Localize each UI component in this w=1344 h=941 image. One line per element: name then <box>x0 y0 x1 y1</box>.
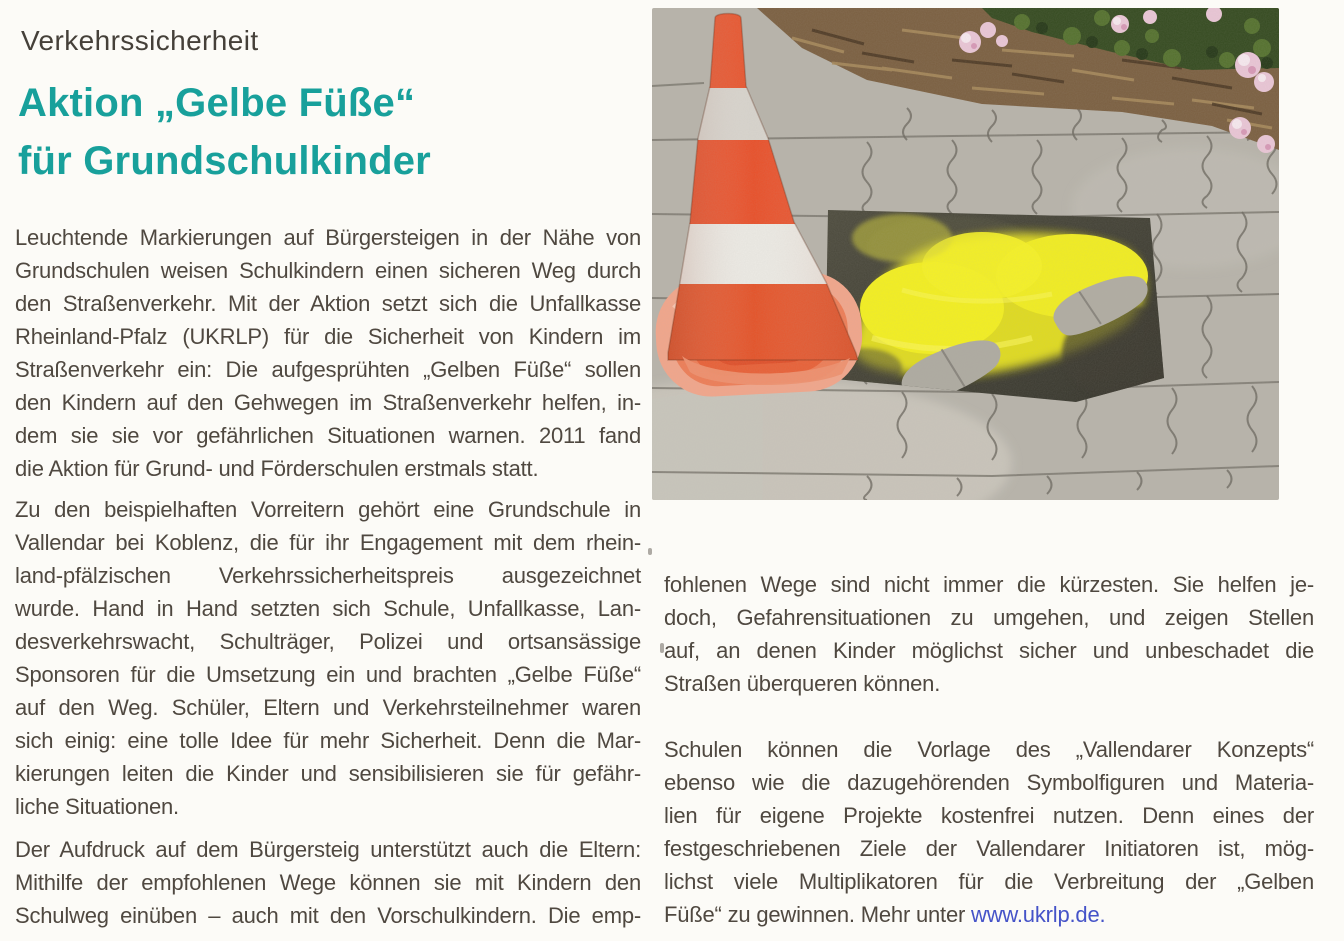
text-line: Schulweg einüben – auch mit den Vorschulkindern. Die emp- <box>15 903 641 928</box>
article-title <box>18 74 431 190</box>
paragraph-2 <box>15 493 641 823</box>
scan-speck <box>648 548 652 555</box>
paragraph-4 <box>664 568 1314 700</box>
text-line: lien für eigene Projekte kostenfrei nutzen. Denn eines der <box>664 803 1314 828</box>
photo-grain <box>652 8 1279 500</box>
article-title-line2: für Grundschulkinder <box>18 139 431 183</box>
left-column <box>15 221 641 932</box>
text-line: die Aktion für Grund- und Förderschulen erstmals statt. <box>15 456 539 481</box>
link-ukrlp[interactable]: www.ukrlp.de. <box>971 902 1106 927</box>
article-photo <box>652 8 1279 500</box>
photo-illustration <box>652 8 1279 500</box>
text-line: Zu den beispielhaften Vorreitern gehört eine Grundschule in <box>15 497 641 522</box>
text-line: sich einig: eine tolle Idee für mehr Sicherheit. Denn die Mar- <box>15 728 641 753</box>
paragraph-5 <box>664 733 1314 931</box>
text-line: lichst viele Multiplikatoren für die Verbreitung der „Gelben <box>664 869 1314 894</box>
text-line: Rheinland-Pfalz (UKRLP) für die Sicherheit von Kindern im <box>15 324 641 349</box>
text-line: wurde. Hand in Hand setzten sich Schule, Unfallkasse, Lan- <box>15 596 641 621</box>
text-line: fohlenen Wege sind nicht immer die kürzesten. Sie helfen je- <box>664 572 1314 597</box>
text-line: auf den Weg. Schüler, Eltern und Verkehrsteilnehmer waren <box>15 695 641 720</box>
article-kicker: Verkehrssicherheit <box>21 25 259 56</box>
text-line: Vallendar bei Koblenz, die für ihr Engagement mit dem rhein- <box>15 530 641 555</box>
text-line: dem sie sie vor gefährlichen Situationen warnen. 2011 fand <box>15 423 641 448</box>
text-line: Sponsoren für die Umsetzung ein und brachten „Gelbe Füße“ <box>15 662 641 687</box>
text-line: land-pfälzischen Verkehrssicherheitspreis ausgezeichnet <box>15 563 641 588</box>
text-line: kierungen leiten die Kinder und sensibilisieren sie für gefähr- <box>15 761 641 786</box>
article-title-line1: Aktion „Gelbe Füße“ <box>18 81 416 125</box>
text-line: ebenso wie die dazugehörenden Symbolfiguren und Materia- <box>664 770 1314 795</box>
text-line <box>664 898 1314 931</box>
text-line: auf, an denen Kinder möglichst sicher und unbeschadet die <box>664 638 1314 663</box>
text-line: Leuchtende Markierungen auf Bürgersteigen in der Nähe von <box>15 225 641 250</box>
text-line: Der Aufdruck auf dem Bürgersteig unterstützt auch die Eltern: <box>15 837 641 862</box>
text-line: doch, Gefahrensituationen zu umgehen, und zeigen Stellen <box>664 605 1314 630</box>
paragraph-5-last-text: Füße“ zu gewinnen. Mehr unter <box>664 902 972 927</box>
text-line: Straßen überqueren können. <box>664 671 941 696</box>
scan-speck <box>660 643 664 653</box>
text-line: Mithilfe der empfohlenen Wege können sie mit Kindern den <box>15 870 641 895</box>
text-line: Grundschulen weisen Schulkindern einen sicheren Weg durch <box>15 258 641 283</box>
text-line: festgeschriebenen Ziele der Vallendarer Initiatoren ist, mög- <box>664 836 1314 861</box>
right-column <box>664 568 1314 931</box>
text-line: Schulen können die Vorlage des „Vallendarer Konzepts“ <box>664 737 1314 762</box>
paragraph-3 <box>15 833 641 932</box>
text-line: Straßenverkehr ein: Die aufgesprühten „Gelben Füße“ sollen <box>15 357 641 382</box>
text-line: liche Situationen. <box>15 794 179 819</box>
text-line: desverkehrswacht, Schulträger, Polizei und ortsansässige <box>15 629 641 654</box>
text-line: den Kindern auf den Gehwegen im Straßenverkehr helfen, in- <box>15 390 641 415</box>
text-line: den Straßenverkehr. Mit der Aktion setzt sich die Unfallkasse <box>15 291 641 316</box>
paragraph-1 <box>15 221 641 485</box>
